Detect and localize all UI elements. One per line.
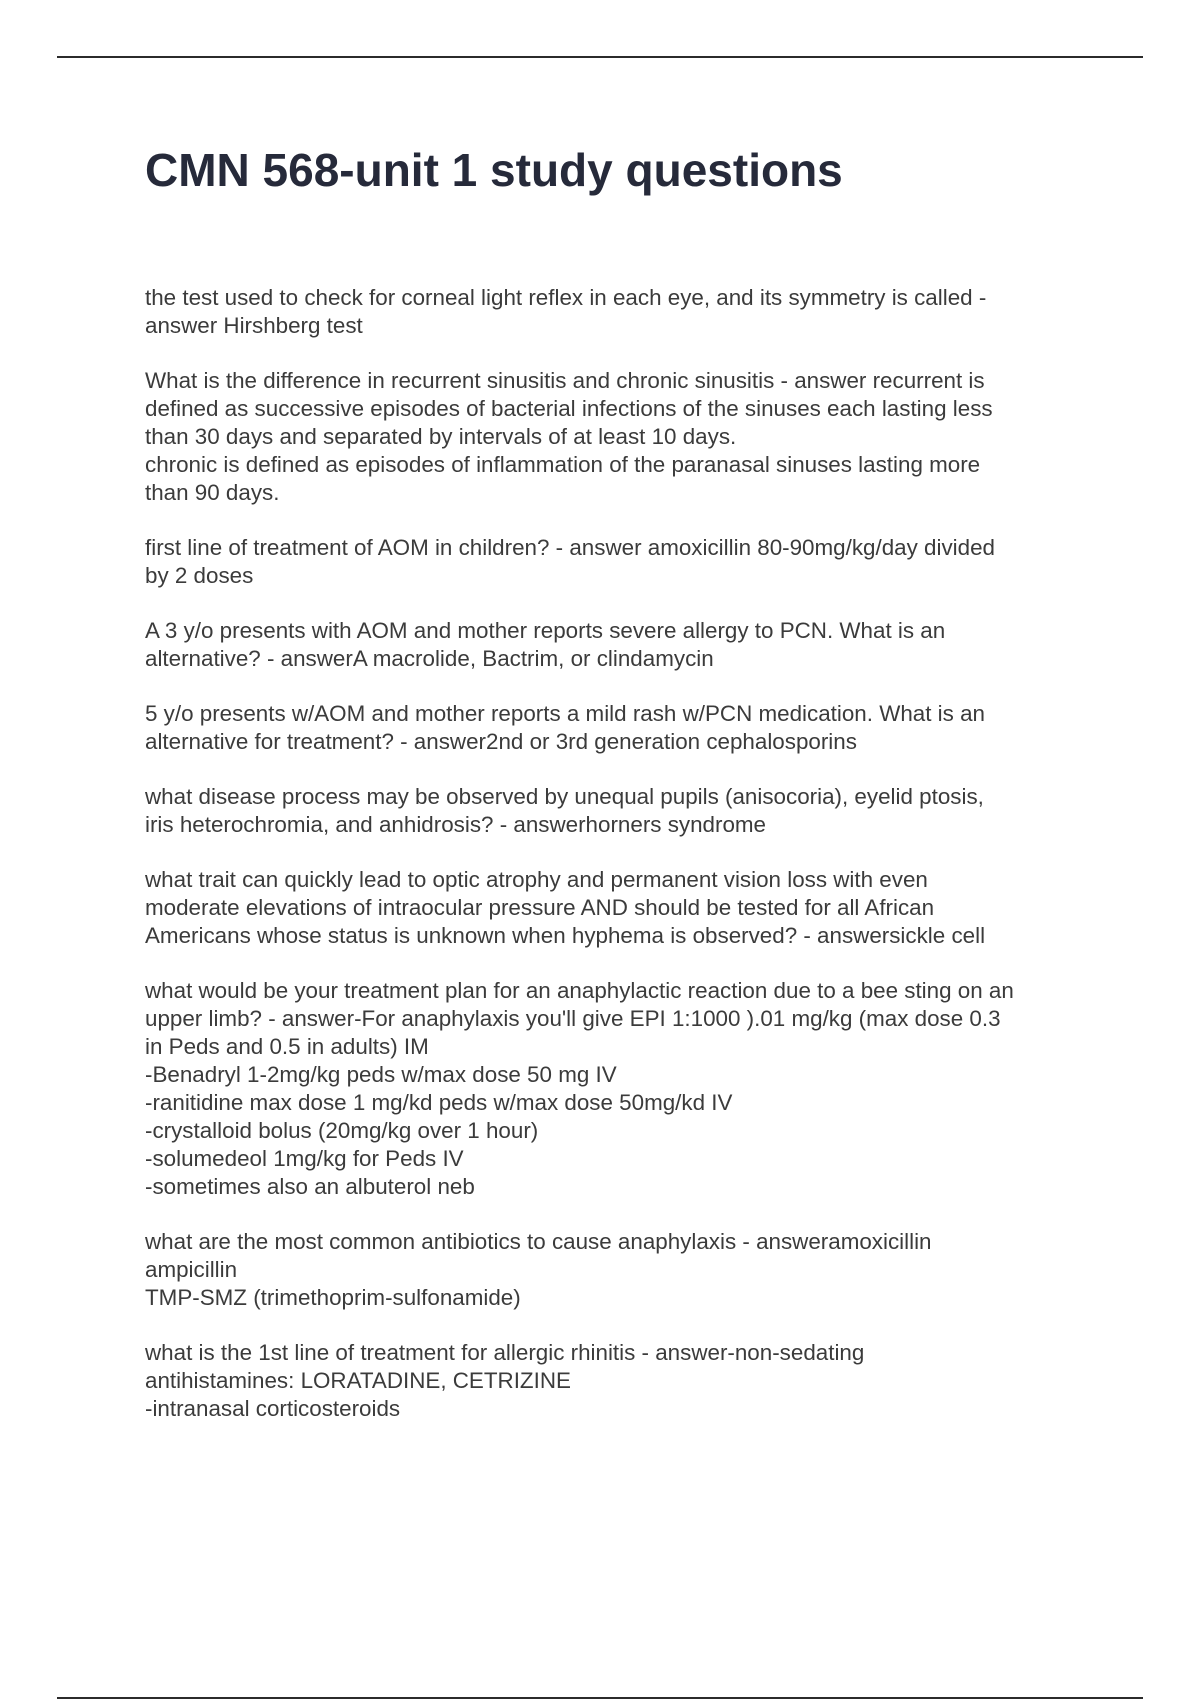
top-rule bbox=[57, 56, 1143, 58]
qa-line: what trait can quickly lead to optic atrophy and permanent vision loss with even bbox=[145, 867, 928, 892]
qa-line: antihistamines: LORATADINE, CETRIZINE bbox=[145, 1368, 571, 1393]
qa-list bbox=[145, 284, 1095, 1450]
qa-line: by 2 doses bbox=[145, 563, 254, 588]
qa-line: -ranitidine max dose 1 mg/kd peds w/max dose 50mg/kd IV bbox=[145, 1090, 733, 1115]
qa-line: alternative for treatment? - answer2nd or 3rd generation cephalosporins bbox=[145, 729, 857, 754]
bottom-rule bbox=[57, 1697, 1143, 1699]
qa-item bbox=[145, 700, 1095, 756]
qa-line: iris heterochromia, and anhidrosis? - answerhorners syndrome bbox=[145, 812, 767, 837]
qa-line: what is the 1st line of treatment for allergic rhinitis - answer-non-sedating bbox=[145, 1340, 865, 1365]
qa-item bbox=[145, 1228, 1095, 1312]
qa-item bbox=[145, 977, 1095, 1201]
qa-line: -Benadryl 1-2mg/kg peds w/max dose 50 mg IV bbox=[145, 1062, 617, 1087]
qa-item bbox=[145, 1339, 1095, 1423]
qa-item bbox=[145, 617, 1095, 673]
qa-line: moderate elevations of intraocular pressure AND should be tested for all African bbox=[145, 895, 935, 920]
qa-line: What is the difference in recurrent sinusitis and chronic sinusitis - answer recurrent is bbox=[145, 368, 985, 393]
qa-line: than 90 days. bbox=[145, 480, 280, 505]
qa-line: what are the most common antibiotics to cause anaphylaxis - answeramoxicillin bbox=[145, 1229, 932, 1254]
qa-line: what would be your treatment plan for an anaphylactic reaction due to a bee sting on an bbox=[145, 978, 1014, 1003]
qa-line: chronic is defined as episodes of inflammation of the paranasal sinuses lasting more bbox=[145, 452, 981, 477]
qa-line: TMP-SMZ (trimethoprim-sulfonamide) bbox=[145, 1285, 521, 1310]
qa-line: Americans whose status is unknown when hyphema is observed? - answersickle cell bbox=[145, 923, 986, 948]
qa-line: defined as successive episodes of bacterial infections of the sinuses each lasting less bbox=[145, 396, 993, 421]
qa-line: in Peds and 0.5 in adults) IM bbox=[145, 1034, 429, 1059]
qa-item bbox=[145, 866, 1095, 950]
qa-line: 5 y/o presents w/AOM and mother reports a mild rash w/PCN medication. What is an bbox=[145, 701, 985, 726]
qa-item bbox=[145, 783, 1095, 839]
qa-line: A 3 y/o presents with AOM and mother reports severe allergy to PCN. What is an bbox=[145, 618, 946, 643]
qa-item bbox=[145, 284, 1095, 340]
qa-line: alternative? - answerA macrolide, Bactrim, or clindamycin bbox=[145, 646, 714, 671]
qa-line: -crystalloid bolus (20mg/kg over 1 hour) bbox=[145, 1118, 539, 1143]
qa-line: upper limb? - answer-For anaphylaxis you'll give EPI 1:1000 ).01 mg/kg (max dose 0.3 bbox=[145, 1006, 1001, 1031]
qa-line: what disease process may be observed by unequal pupils (anisocoria), eyelid ptosis, bbox=[145, 784, 984, 809]
qa-item bbox=[145, 534, 1095, 590]
qa-line: the test used to check for corneal light reflex in each eye, and its symmetry is called - bbox=[145, 285, 987, 310]
qa-line: -sometimes also an albuterol neb bbox=[145, 1174, 475, 1199]
qa-line: than 30 days and separated by intervals of at least 10 days. bbox=[145, 424, 737, 449]
qa-line: ampicillin bbox=[145, 1257, 238, 1282]
qa-line: first line of treatment of AOM in children? - answer amoxicillin 80-90mg/kg/day divided bbox=[145, 535, 995, 560]
qa-line: -intranasal corticosteroids bbox=[145, 1396, 401, 1421]
qa-line: answer Hirshberg test bbox=[145, 313, 363, 338]
qa-line: -solumedeol 1mg/kg for Peds IV bbox=[145, 1146, 464, 1171]
document-title: CMN 568-unit 1 study questions bbox=[145, 144, 843, 196]
qa-item bbox=[145, 367, 1095, 507]
